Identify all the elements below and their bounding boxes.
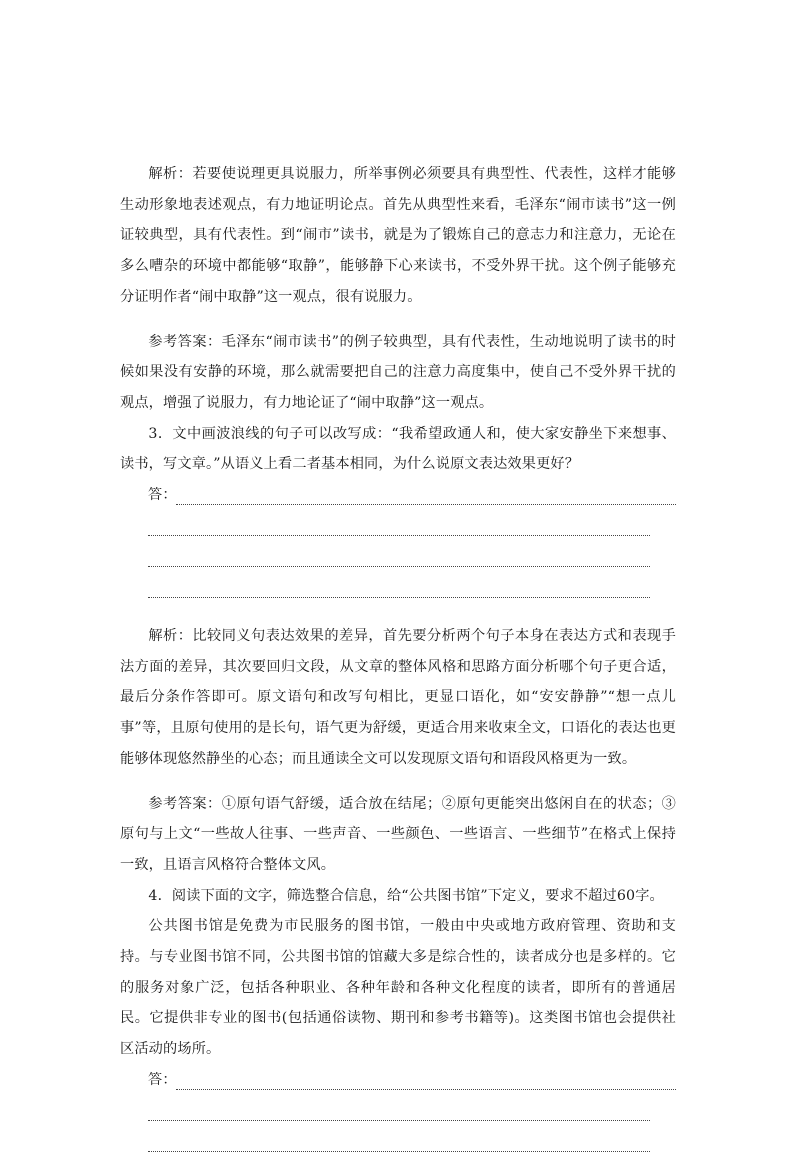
answer-line[interactable] [148, 566, 650, 567]
answer-label: 答： [148, 1071, 177, 1088]
answer-area-q4[interactable] [120, 1065, 676, 1157]
analysis-paragraph-q2: 解析：若要使说理更具说服力，所举事例必须要具有典型性、代表性，这样才能够生动形象地表述观点，有力地证明论点。首先从典型性来看，毛泽东“闹市读书”这一例证较典型，具有代表性。到“闹市”读书，就是为了锻炼自己的意志力和注意力，无论在多么嘈杂的环境中都能够“取静”，能够静下心来读书，不受外界干扰。这个例子能够充分证明作者“闹中取静”这一观点，很有说服力。 [120, 166, 676, 305]
answer-line[interactable] [148, 1151, 650, 1152]
question-3: 3．文中画波浪线的句子可以改写成：“我希望政通人和，使大家安静坐下来想事、读书，写文章。”从语义上看二者基本相同，为什么说原文表达效果更好？ [120, 425, 676, 473]
answer-line[interactable] [148, 535, 650, 536]
document-content [120, 159, 676, 1157]
answer-label: 答： [148, 487, 177, 504]
answer-line[interactable] [176, 504, 676, 505]
answer-line[interactable] [176, 1089, 676, 1090]
answer-line[interactable] [148, 597, 650, 598]
question-4: 4．阅读下面的文字，筛选整合信息，给“公共图书馆”下定义，要求不超过60字。 [148, 887, 664, 904]
analysis-paragraph-q3: 解析：比较同义句表达效果的差异，首先要分析两个句子本身在表达方式和表现手法方面的差异，其次要回归文段，从文章的整体风格和思路方面分析哪个句子更合适，最后分条作答即可。原文语句和改写句相比，更显口语化，如“安安静静”“想一点儿事”等，且原句使用的是长句，语气更为舒缓，更适合用来收束全文，口语化的表达也更能够体现悠然静坐的心态；而且通读全文可以发现原文语句和语段风格更为一致。 [120, 628, 676, 767]
reference-answer-q2: 参考答案：毛泽东“闹市读书”的例子较典型，具有代表性，生动地说明了读书的时候如果没有安静的环境，那么就需要把自己的注意力高度集中，使自己不受外界干扰的观点，增强了说服力，有力地论证了“闹中取静”这一观点。 [120, 333, 676, 411]
answer-area-q3[interactable] [120, 480, 676, 603]
answer-line[interactable] [148, 1120, 650, 1121]
reference-answer-q3: 参考答案：①原句语气舒缓，适合放在结尾；②原句更能突出悠闲自在的状态；③原句与上文“一些故人往事、一些声音、一些颜色、一些语言、一些细节”在格式上保持一致，且语言风格符合整体文风。 [120, 795, 676, 873]
passage-q4: 公共图书馆是免费为市民服务的图书馆，一般由中央或地方政府管理、资助和支持。与专业图书馆不同，公共图书馆的馆藏大多是综合性的，读者成分也是多样的。它的服务对象广泛，包括各种职业、各种年龄和各种文化程度的读者，即所有的普通居民。它提供非专业的图书(包括通俗读物、期刊和参考书籍等)。这类图书馆也会提供社区活动的场所。 [120, 918, 676, 1058]
